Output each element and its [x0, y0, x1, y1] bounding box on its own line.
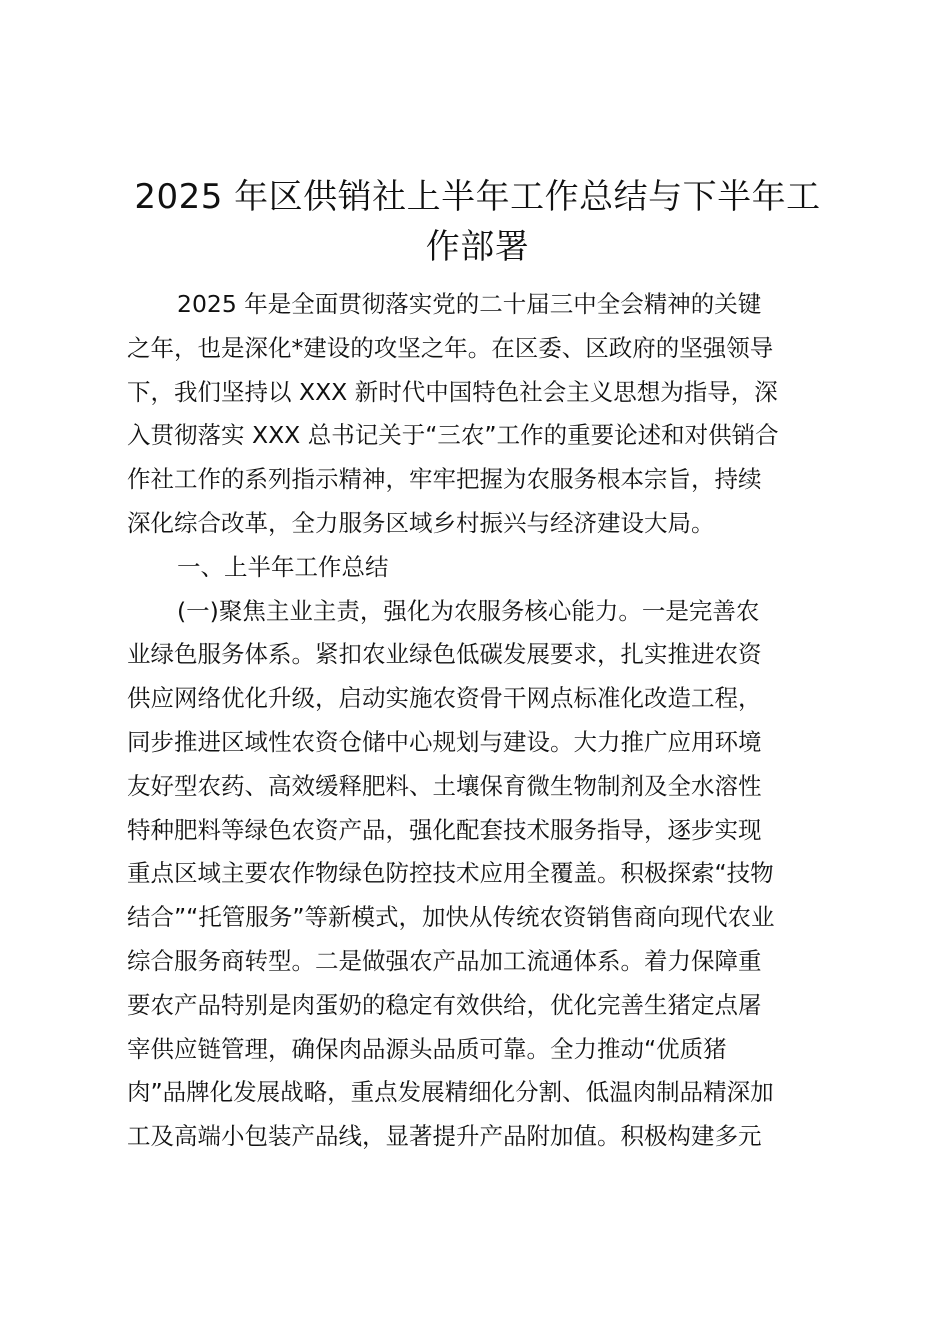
body-line: 要农产品特别是肉蛋奶的稳定有效供给，优化完善生猪定点屠	[127, 990, 762, 1019]
document-body	[127, 283, 837, 1159]
body-line: 供应网络优化升级，启动实施农资骨干网点标准化改造工程，	[127, 684, 762, 713]
body-line: 综合服务商转型。二是做强农产品加工流通体系。着力保障重	[127, 946, 762, 975]
body-line: 肉”品牌化发展战略，重点发展精细化分割、低温肉制品精深加	[127, 1078, 774, 1107]
body-line: (一)聚焦主业主责，强化为农服务核心能力。一是完善农	[177, 596, 760, 625]
body-line: 结合”“托管服务”等新模式，加快从传统农资销售商向现代农业	[127, 903, 775, 932]
body-line: 特种肥料等绿色农资产品，强化配套技术服务指导，逐步实现	[127, 815, 762, 844]
section-heading: 一、上半年工作总结	[177, 552, 389, 581]
body-line: 下，我们坚持以 XXX 新时代中国特色社会主义思想为指导，深	[127, 377, 778, 406]
body-line: 宰供应链管理，确保肉品源头品质可靠。全力推动“优质猪	[127, 1034, 727, 1063]
body-line: 友好型农药、高效缓释肥料、土壤保育微生物制剂及全水溶性	[127, 771, 762, 800]
body-line: 之年，也是深化*建设的攻坚之年。在区委、区政府的坚强领导	[127, 333, 774, 362]
title-line-2: 作部署	[425, 227, 530, 267]
document-title	[120, 172, 835, 272]
body-line: 重点区域主要农作物绿色防控技术应用全覆盖。积极探索“技物	[127, 859, 774, 888]
body-line: 同步推进区域性农资仓储中心规划与建设。大力推广应用环境	[127, 727, 762, 756]
body-line: 入贯彻落实 XXX 总书记关于“三农”工作的重要论述和对供销合	[127, 421, 779, 450]
body-line: 2025 年是全面贯彻落实党的二十届三中全会精神的关键	[177, 290, 762, 318]
body-line: 业绿色服务体系。紧扣农业绿色低碳发展要求，扎实推进农资	[127, 640, 762, 669]
body-line: 深化综合改革，全力服务区域乡村振兴与经济建设大局。	[127, 508, 715, 537]
title-line-1: 2025 年区供销社上半年工作总结与下半年工	[134, 177, 821, 217]
body-line: 作社工作的系列指示精神，牢牢把握为农服务根本宗旨，持续	[127, 465, 762, 494]
body-line: 工及高端小包装产品线，显著提升产品附加值。积极构建多元	[127, 1122, 762, 1151]
